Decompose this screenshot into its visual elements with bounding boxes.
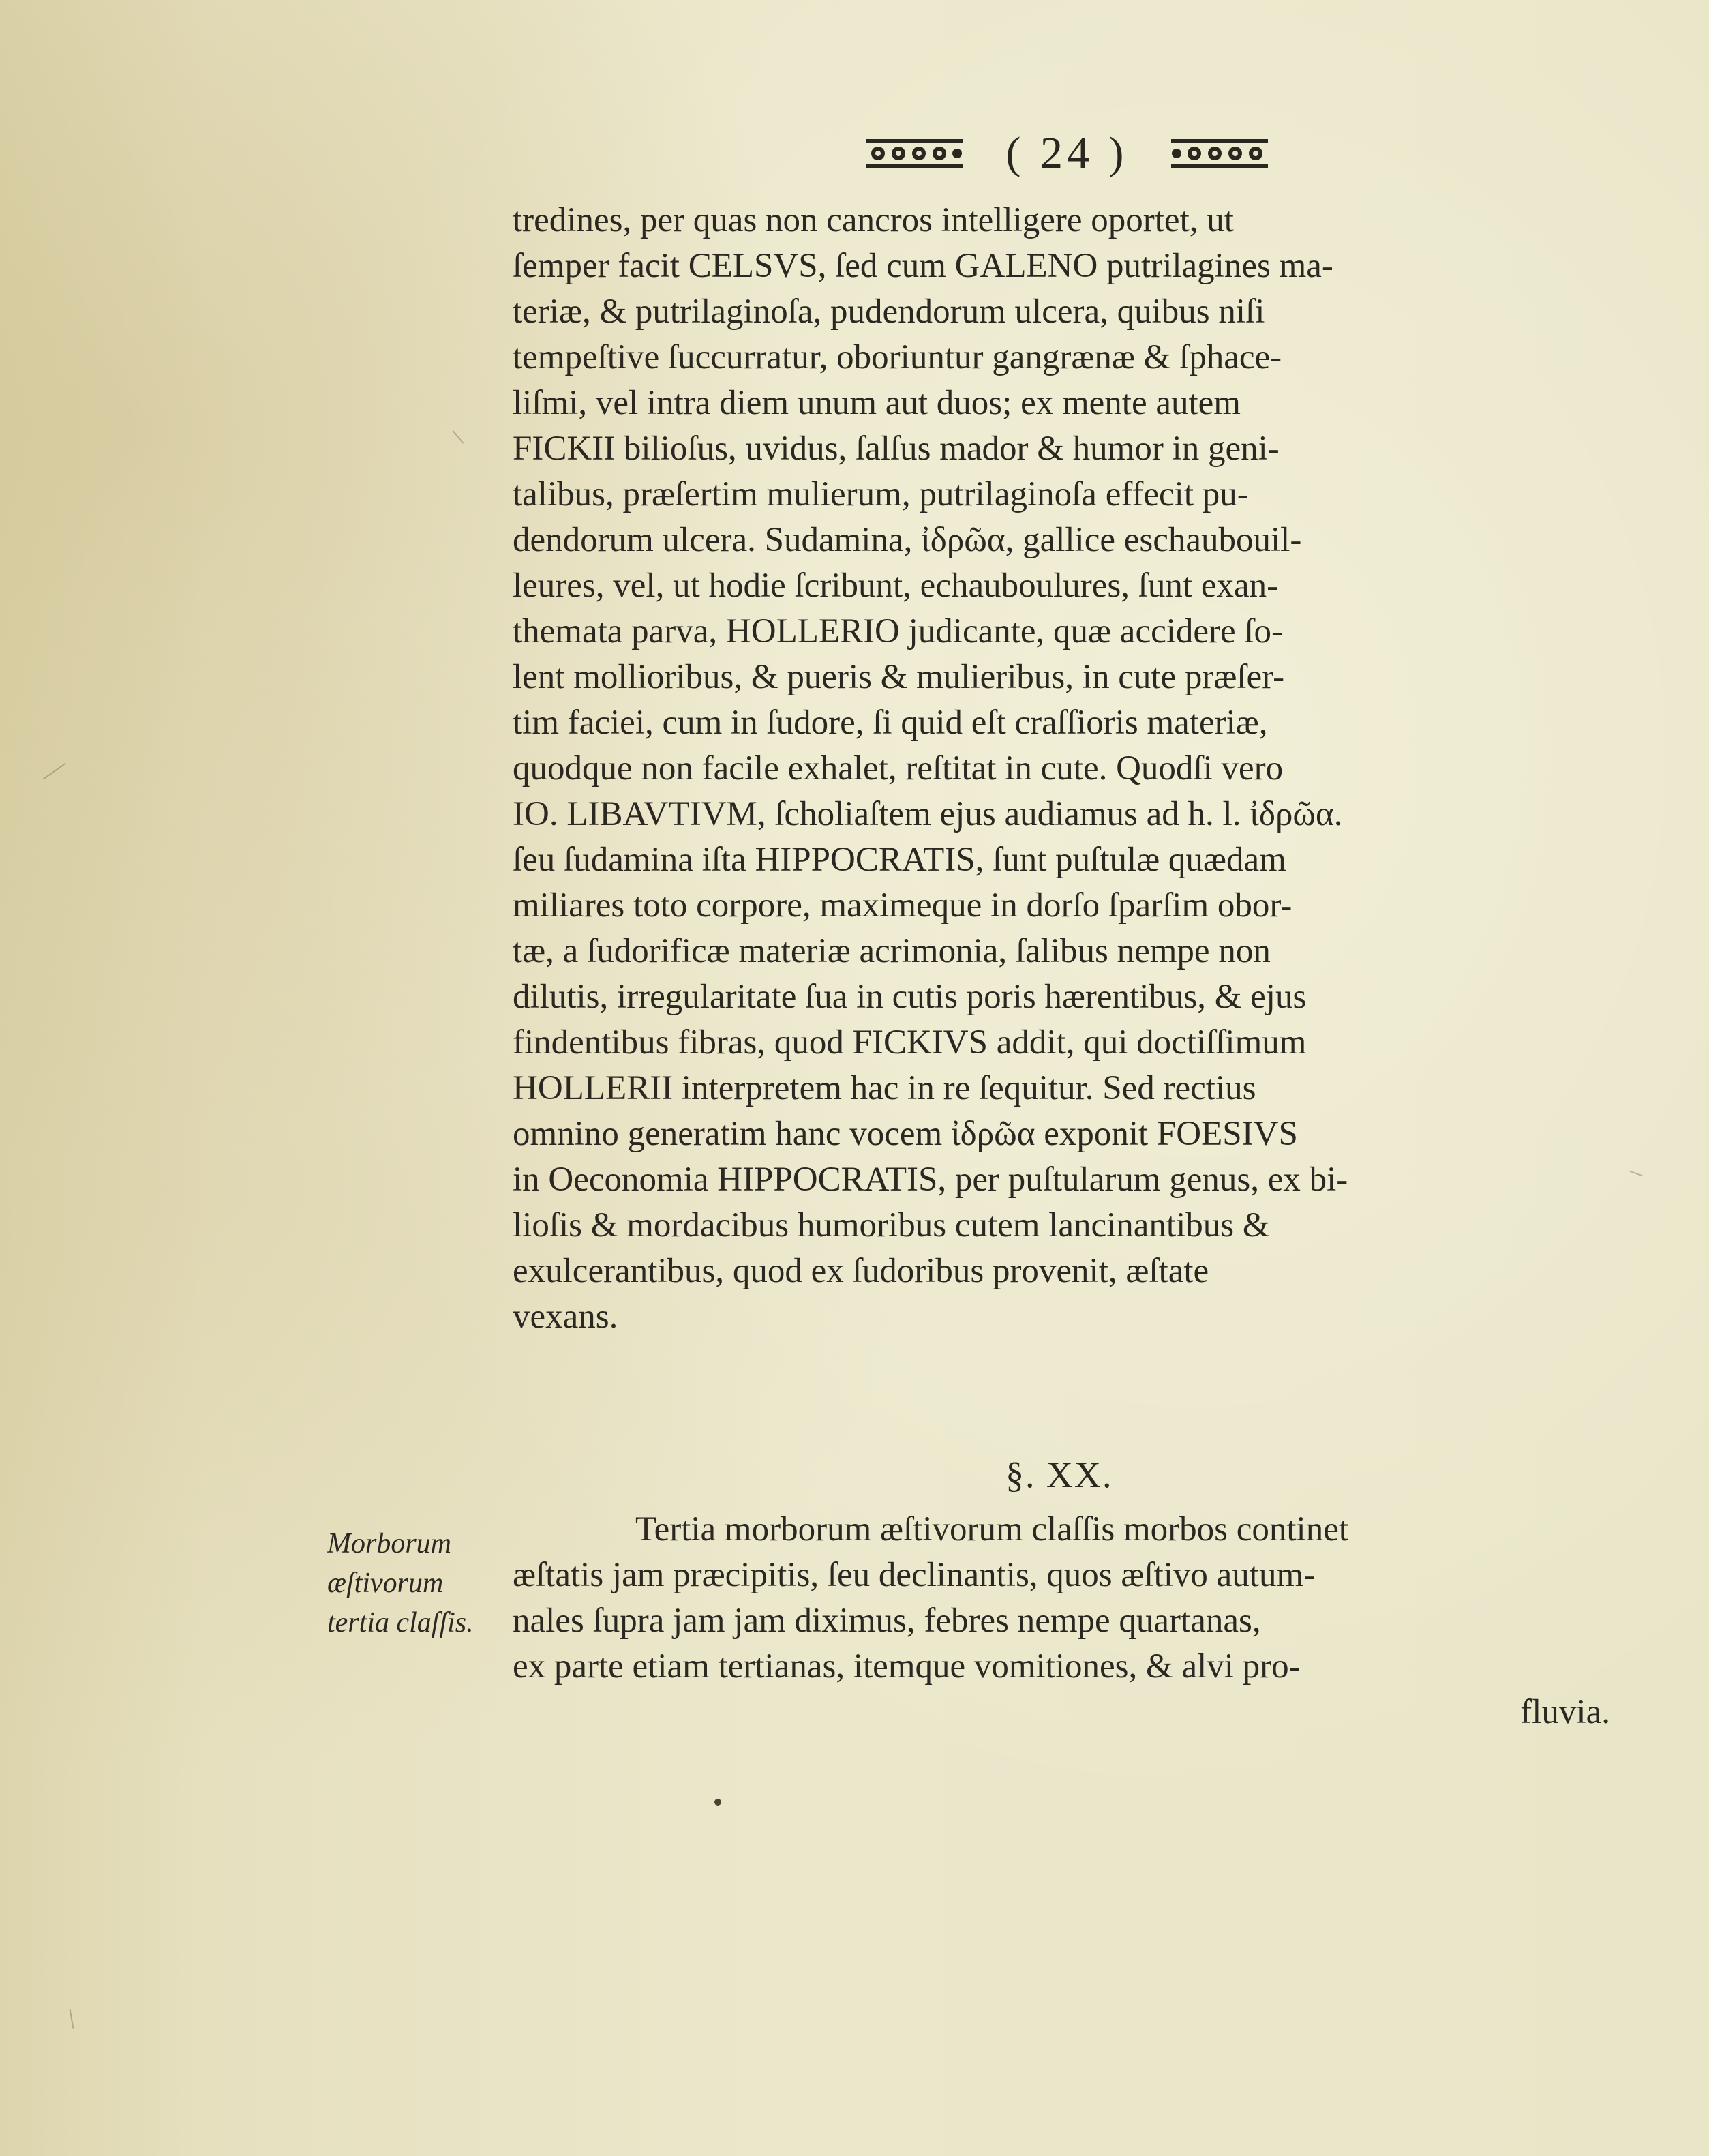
text-line: ſemper facit CELSVS, ſed cum GALENO putrilagines ma- — [513, 247, 1333, 285]
text-line: Tertia morborum æſtivorum claſſis morbos continet — [635, 1510, 1348, 1548]
ink-speck — [714, 1799, 721, 1806]
text-line: lent mollioribus, & pueris & mulieribus, in cute præſer- — [513, 658, 1285, 696]
text-line: vexans. — [513, 1298, 618, 1336]
text-line: quodque non facile exhalet, reſtitat in cute. Quodſi vero — [513, 749, 1284, 788]
margin-note-line: tertia claſſis. — [327, 1607, 474, 1638]
margin-note-line: Morborum — [327, 1528, 452, 1559]
text-line: IO. LIBAVTIVM, ſcholiaſtem ejus audiamus ad h. l. ἰδρῶα. — [513, 795, 1343, 833]
text-line: HOLLERII interpretem hac in re ſequitur. Sed rectius — [513, 1069, 1256, 1107]
text-line: ex parte etiam tertianas, itemque vomitiones, & alvi pro- — [513, 1647, 1301, 1686]
text-line: leures, vel, ut hodie ſcribunt, echauboulures, ſunt exan- — [513, 567, 1279, 605]
text-line: FICKII bilioſus, uvidus, ſalſus mador & humor in geni- — [513, 430, 1280, 468]
paper-fiber — [453, 430, 464, 444]
text-line: æſtatis jam præcipitis, ſeu declinantis, quos æſtivo autum- — [513, 1556, 1316, 1594]
text-line: tredines, per quas non cancros intelligere oportet, ut — [513, 201, 1234, 239]
text-line: miliares toto corpore, maximeque in dorſo ſparſim obor- — [513, 886, 1292, 925]
text-line: ſeu ſudamina iſta HIPPOCRATIS, ſunt puſtulæ quædam — [513, 841, 1286, 879]
text-line: lioſis & mordacibus humoribus cutem lancinantibus & — [513, 1206, 1270, 1244]
paper-fiber — [1629, 1171, 1642, 1177]
text-line: fluvia. — [1520, 1693, 1610, 1731]
text-line: themata parva, HOLLERIO judicante, quæ accidere ſo- — [513, 612, 1284, 650]
text-line: exulcerantibus, quod ex ſudoribus provenit, æſtate — [513, 1252, 1209, 1290]
margin-note — [327, 1524, 532, 1643]
text-line: teriæ, & putrilaginoſa, pudendorum ulcera, quibus niſi — [513, 293, 1265, 331]
text-line: in Oeconomia HIPPOCRATIS, per puſtularum genus, ex bi- — [513, 1161, 1348, 1199]
text-line: liſmi, vel intra diem unum aut duos; ex mente autem — [513, 384, 1241, 422]
text-line: dilutis, irregularitate ſua in cutis poris hærentibus, & ejus — [513, 978, 1307, 1016]
text-line: nales ſupra jam jam diximus, febres nempe quartanas, — [513, 1602, 1261, 1640]
second-paragraph — [513, 1507, 1624, 1735]
paper-fiber — [69, 2009, 74, 2029]
page-header — [835, 123, 1299, 184]
text-line: talibus, præſertim mulierum, putrilaginoſa effecit pu- — [513, 475, 1249, 513]
main-paragraph — [513, 198, 1624, 1340]
right-fleuron-ornament-icon — [1168, 134, 1271, 173]
paper-fiber — [43, 763, 66, 780]
section-heading: §. XX. — [1005, 1454, 1113, 1495]
text-line: tim faciei, cum in ſudore, ſi quid eſt craſſioris materiæ, — [513, 704, 1268, 742]
text-line: dendorum ulcera. Sudamina, ἰδρῶα, gallice eschaubouil- — [513, 521, 1302, 559]
margin-note-line: æſtivorum — [327, 1568, 444, 1599]
text-line: tempeſtive ſuccurratur, oboriuntur gangrænæ & ſphace- — [513, 338, 1282, 376]
text-line: omnino generatim hanc vocem ἰδρῶα exponit FOESIVS — [513, 1115, 1298, 1153]
text-line: tæ, a ſudorificæ materiæ acrimonia, ſalibus nempe non — [513, 932, 1271, 970]
page-number: ( 24 ) — [1005, 128, 1128, 178]
text-line: findentibus fibras, quod FICKIVS addit, qui doctiſſimum — [513, 1023, 1307, 1062]
left-fleuron-ornament-icon — [863, 134, 965, 173]
